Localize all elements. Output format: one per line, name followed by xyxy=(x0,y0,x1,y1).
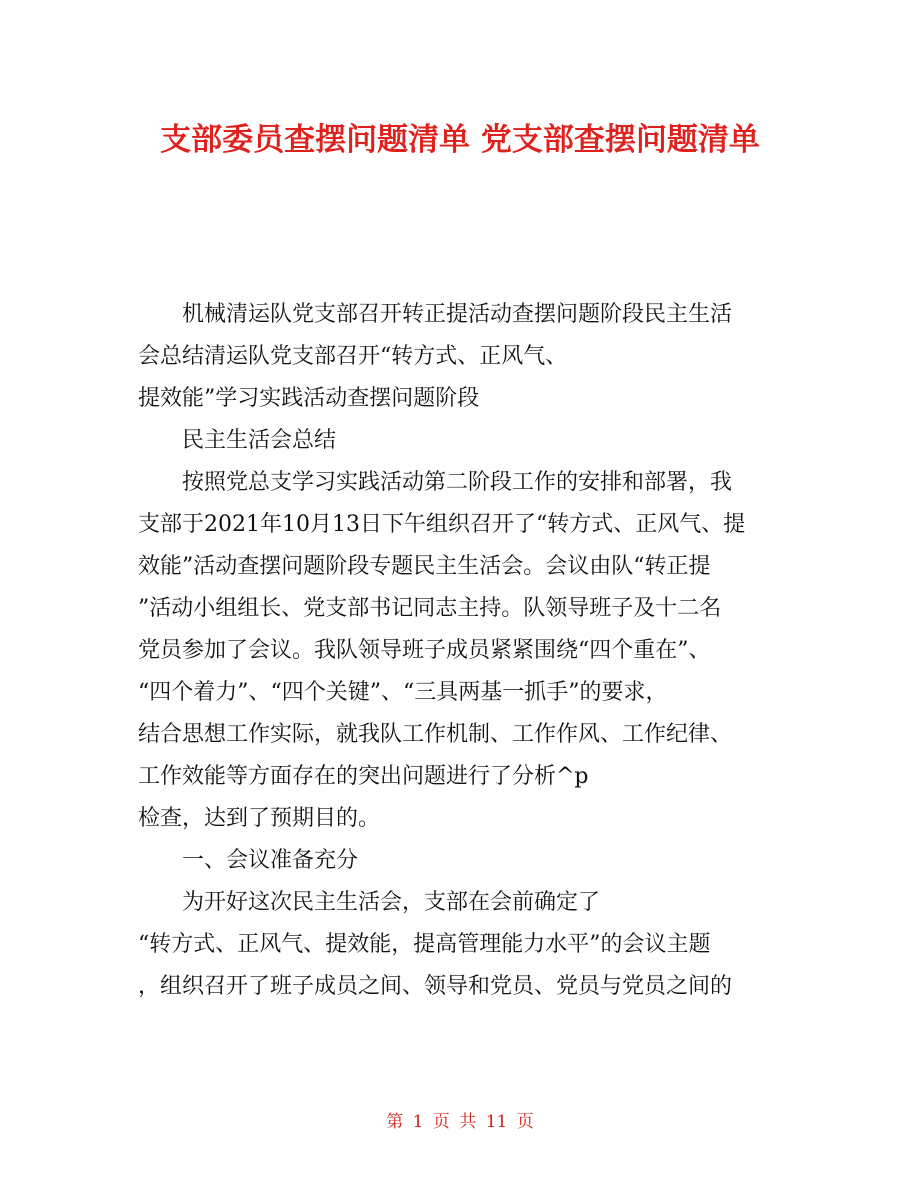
text-line: 效能”活动查摆问题阶段专题民主生活会。会议由队“转正提 xyxy=(138,554,711,579)
text-line: 机械清运队党支部召开转正提活动查摆问题阶段民主生活 xyxy=(182,302,733,327)
text-line: 结合思想工作实际，就我队工作机制、工作作风、工作纪律、 xyxy=(138,722,733,747)
text-line: ，组织召开了班子成员之间、领导和党员、党员与党员之间的 xyxy=(138,974,733,999)
text-line: “四个着力”、“四个关键”、“三具两基一抓手”的要求， xyxy=(138,680,668,705)
text-line: 会总结清运队党支部召开“转方式、正风气、 xyxy=(138,344,568,369)
text-line: “转方式、正风气、提效能，提高管理能力水平”的会议主题 xyxy=(138,932,711,957)
text-line: 工作效能等方面存在的突出问题进行了分析^p xyxy=(138,764,589,789)
document-title: 支部委员查摆问题清单 党支部查摆问题清单 xyxy=(160,122,760,158)
text-line: 为开好这次民主生活会，支部在会前确定了 xyxy=(182,890,601,915)
section-heading: 一、会议准备充分 xyxy=(182,848,359,873)
text-line: 支部于2021年10月13日下午组织召开了“转方式、正风气、提 xyxy=(138,512,746,537)
text-line: 党员参加了会议。我队领导班子成员紧紧围绕“四个重在”、 xyxy=(138,638,711,663)
text-line: ”活动小组组长、党支部书记同志主持。队领导班子及十二名 xyxy=(138,596,722,621)
document-body xyxy=(138,294,788,1008)
text-line: 民主生活会总结 xyxy=(182,428,337,453)
text-line: 提效能”学习实践活动查摆问题阶段 xyxy=(138,386,480,411)
text-line: 检查，达到了预期目的。 xyxy=(138,806,381,831)
page-footer: 第 1 页 共 11 页 xyxy=(386,1112,534,1132)
text-line: 按照党总支学习实践活动第二阶段工作的安排和部署，我 xyxy=(182,470,733,495)
